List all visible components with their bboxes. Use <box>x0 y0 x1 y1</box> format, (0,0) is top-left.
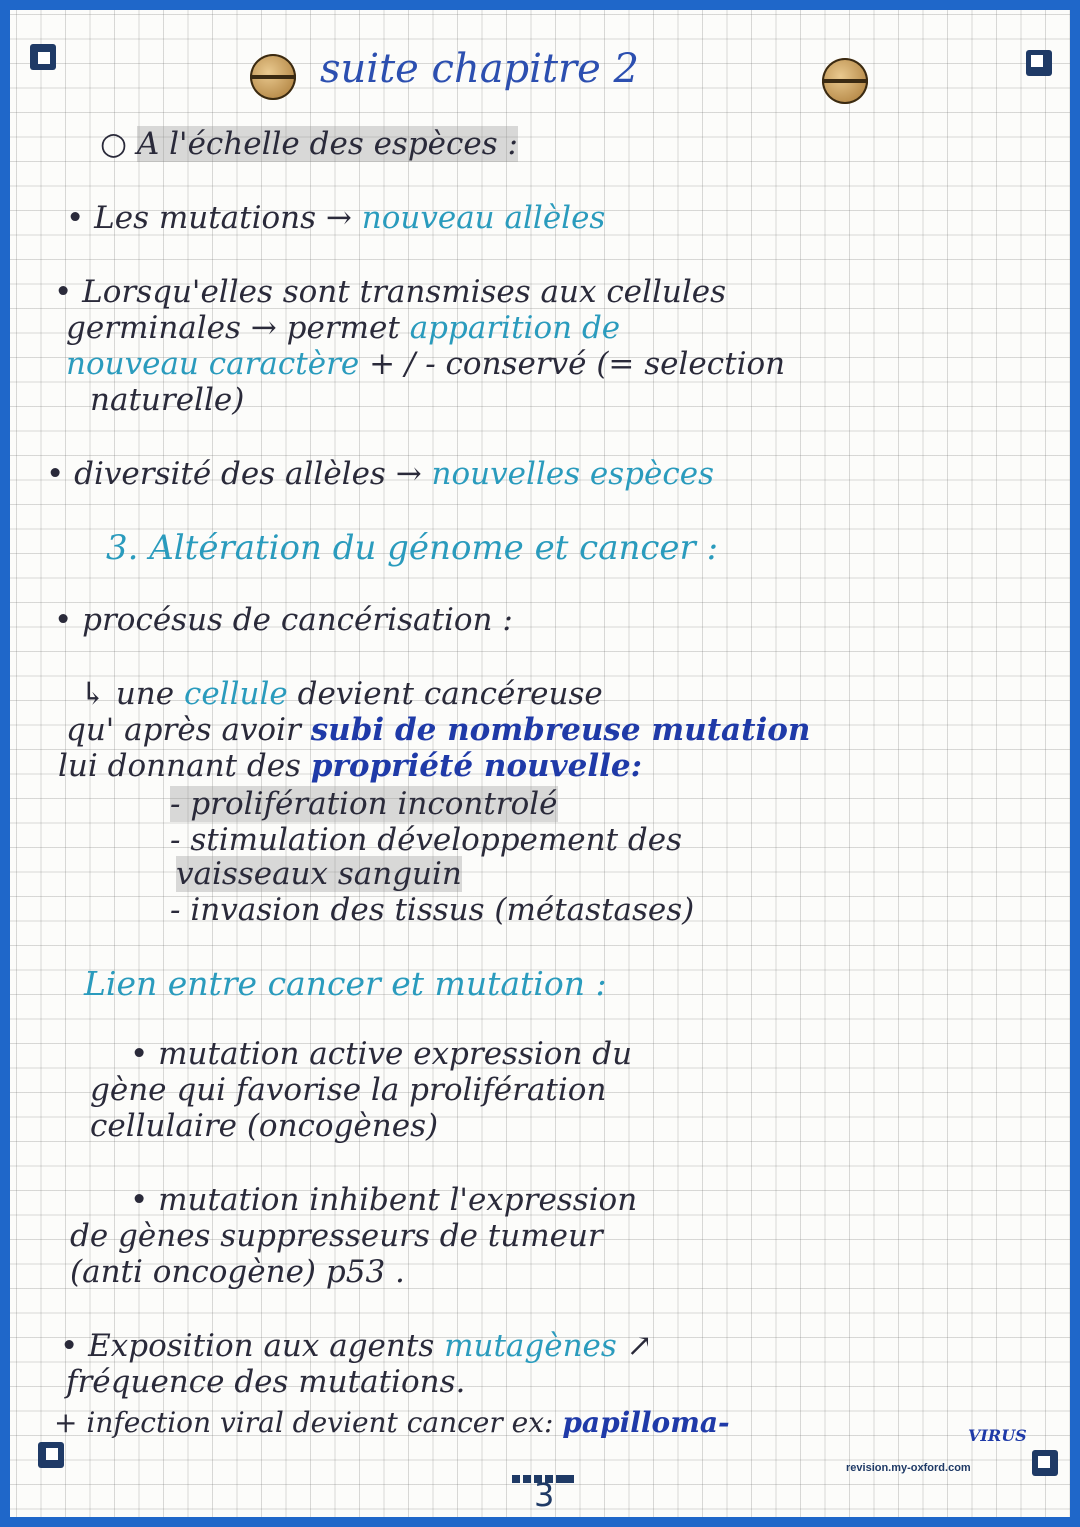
notebook-page <box>10 10 1070 1517</box>
note-germinal-line1: • Lorsqu'elles sont transmises aux cellules <box>54 274 726 310</box>
section-heading-lien: Lien entre cancer et mutation : <box>84 964 607 1003</box>
note-cell-line2: qu' après avoir subi de nombreuse mutation <box>66 712 811 748</box>
property-item: - prolifération incontrolé <box>170 786 558 822</box>
note-lien-2: • mutation inhibent l'expression <box>130 1182 638 1218</box>
note-germinal-line2: germinales → permet apparition de <box>66 310 621 346</box>
note-exposition: fréquence des mutations. <box>66 1364 466 1400</box>
note-lien-1: gène qui favorise la prolifération <box>90 1072 607 1108</box>
note-processus: • procésus de cancérisation : <box>54 602 513 638</box>
page-indicator-dots <box>512 1468 592 1476</box>
note-germinal-line4: naturelle) <box>90 382 245 418</box>
corner-marker-bottom-right <box>1032 1450 1058 1476</box>
section-heading-3: 3. Altération du génome et cancer : <box>106 528 719 568</box>
note-lien-1: cellulaire (oncogènes) <box>90 1108 439 1144</box>
property-item: vaisseaux sanguin <box>176 856 462 892</box>
note-lien-2: (anti oncogène) p53 . <box>70 1254 405 1290</box>
punch-hole-right <box>822 58 868 104</box>
property-item: - stimulation développement des <box>170 822 682 858</box>
corner-marker-top-right <box>1026 50 1052 76</box>
page-number: 3 <box>534 1476 555 1514</box>
note-exposition: • Exposition aux agents mutagènes ↗ <box>60 1328 653 1364</box>
note-lien-2: de gènes suppresseurs de tumeur <box>70 1218 603 1254</box>
note-lien-1: • mutation active expression du <box>130 1036 633 1072</box>
note-germinal-line3: nouveau caractère + / - conservé (= selection <box>66 346 786 382</box>
note-viral-virus: VIRUS <box>968 1426 1027 1445</box>
note-cell-line3: lui donnant des propriété nouvelle: <box>58 748 643 784</box>
note-diversity: • diversité des allèles → nouvelles espèces <box>46 456 714 492</box>
note-cell-line1: ↳ une cellule devient cancéreuse <box>80 676 603 712</box>
corner-marker-bottom-left <box>38 1442 64 1468</box>
page-title: suite chapitre 2 <box>320 46 639 92</box>
note-viral: + infection viral devient cancer ex: papilloma- <box>54 1406 730 1439</box>
note-mutations: • Les mutations → nouveau allèles <box>66 200 606 236</box>
property-item: - invasion des tissus (métastases) <box>170 892 695 928</box>
corner-marker-top-left <box>30 44 56 70</box>
website-watermark: revision.my-oxford.com <box>846 1462 971 1474</box>
section-heading-species: ○ A l'échelle des espèces : <box>100 126 518 162</box>
punch-hole-left <box>250 54 296 100</box>
